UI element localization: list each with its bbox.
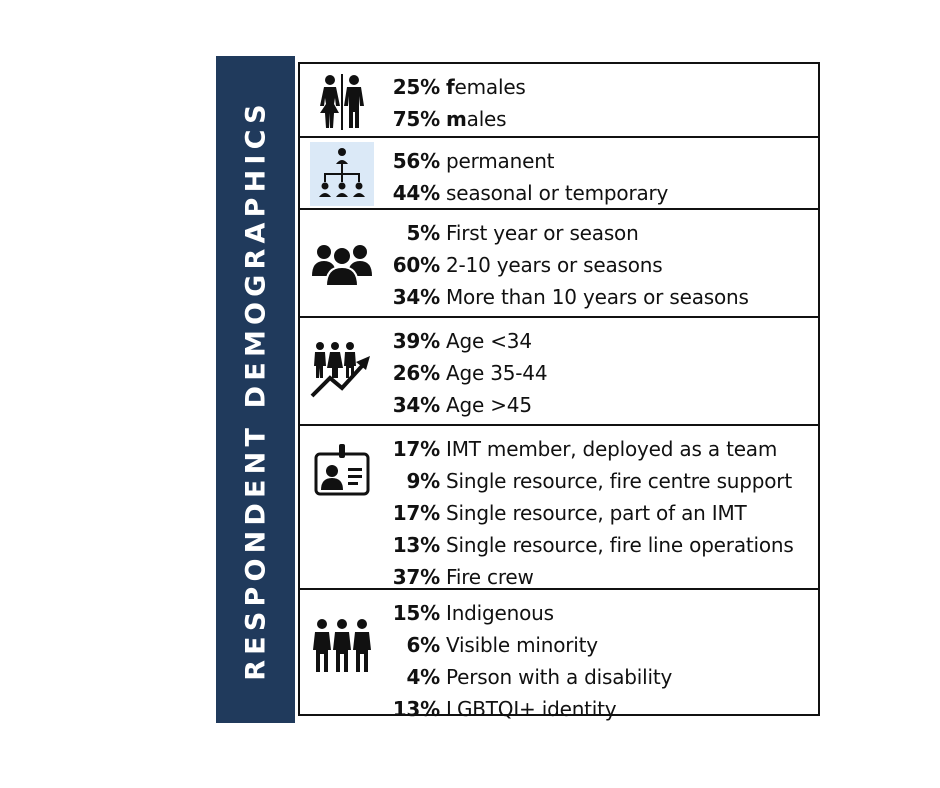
demographics-table	[298, 62, 820, 721]
experience-row	[390, 217, 749, 249]
identity-row	[390, 597, 672, 629]
row-percent: 17%	[392, 437, 440, 461]
row-label: ales	[466, 107, 507, 131]
section-identity	[300, 588, 818, 721]
row-percent: 39%	[392, 329, 440, 353]
row-percent: 13%	[392, 697, 440, 721]
three-people-icon	[310, 614, 374, 678]
row-label: Age <34	[446, 329, 532, 353]
row-percent: 60%	[392, 253, 440, 277]
row-label: Visible minority	[446, 633, 598, 657]
role-row	[390, 433, 794, 465]
section-gender	[300, 64, 818, 136]
identity-row	[390, 661, 672, 693]
role-row	[390, 529, 794, 561]
row-label: Age >45	[446, 393, 532, 417]
row-label: 2-10 years or seasons	[446, 253, 663, 277]
gender-restroom-icon	[310, 68, 374, 132]
age-row	[390, 389, 547, 421]
row-label: More than 10 years or seasons	[446, 285, 749, 309]
row-percent: 56%	[392, 149, 440, 173]
row-percent: 26%	[392, 361, 440, 385]
row-label: Indigenous	[446, 601, 554, 625]
row-percent: 6%	[406, 633, 440, 657]
identity-row	[390, 629, 672, 661]
age-row	[390, 325, 547, 357]
row-percent: 9%	[406, 469, 440, 493]
row-label: Single resource, part of an IMT	[446, 501, 747, 525]
row-percent: 4%	[406, 665, 440, 689]
row-label: Single resource, fire centre support	[446, 469, 792, 493]
row-label: LGBTQI+ identity	[446, 697, 617, 721]
org-hierarchy-icon	[310, 142, 374, 206]
row-percent: 17%	[392, 501, 440, 525]
experience-row	[390, 249, 749, 281]
row-percent: 5%	[406, 221, 440, 245]
row-label: First year or season	[446, 221, 639, 245]
row-percent: 75%	[392, 107, 440, 131]
employment-row	[390, 145, 668, 177]
gender-row	[390, 71, 526, 103]
group-people-icon	[310, 230, 374, 294]
experience-row	[390, 281, 749, 313]
row-initial: f	[446, 75, 455, 99]
people-growth-arrow-icon	[310, 338, 374, 402]
row-label: permanent	[446, 149, 555, 173]
row-label: Person with a disability	[446, 665, 673, 689]
row-percent: 44%	[392, 181, 440, 205]
section-role	[300, 424, 818, 588]
row-label: Fire crew	[446, 565, 534, 589]
role-row	[390, 497, 794, 529]
row-percent: 34%	[392, 393, 440, 417]
employment-row	[390, 177, 668, 209]
id-badge-icon	[310, 440, 374, 504]
row-label: Single resource, fire line operations	[446, 533, 794, 557]
row-label: Age 35-44	[446, 361, 548, 385]
row-initial: m	[446, 107, 467, 131]
section-experience	[300, 208, 818, 316]
row-percent: 25%	[392, 75, 440, 99]
section-age	[300, 316, 818, 424]
row-percent: 37%	[392, 565, 440, 589]
row-percent: 34%	[392, 285, 440, 309]
row-label: seasonal or temporary	[446, 181, 669, 205]
age-row	[390, 357, 547, 389]
row-label: IMT member, deployed as a team	[446, 437, 778, 461]
gender-row	[390, 103, 526, 135]
row-percent: 15%	[392, 601, 440, 625]
banner-title: RESPONDENT DEMOGRAPHICS	[240, 98, 271, 681]
role-row	[390, 465, 794, 497]
section-employment	[300, 136, 818, 208]
identity-row	[390, 693, 672, 725]
row-label: emales	[454, 75, 526, 99]
title-banner	[216, 56, 295, 723]
row-percent: 13%	[392, 533, 440, 557]
